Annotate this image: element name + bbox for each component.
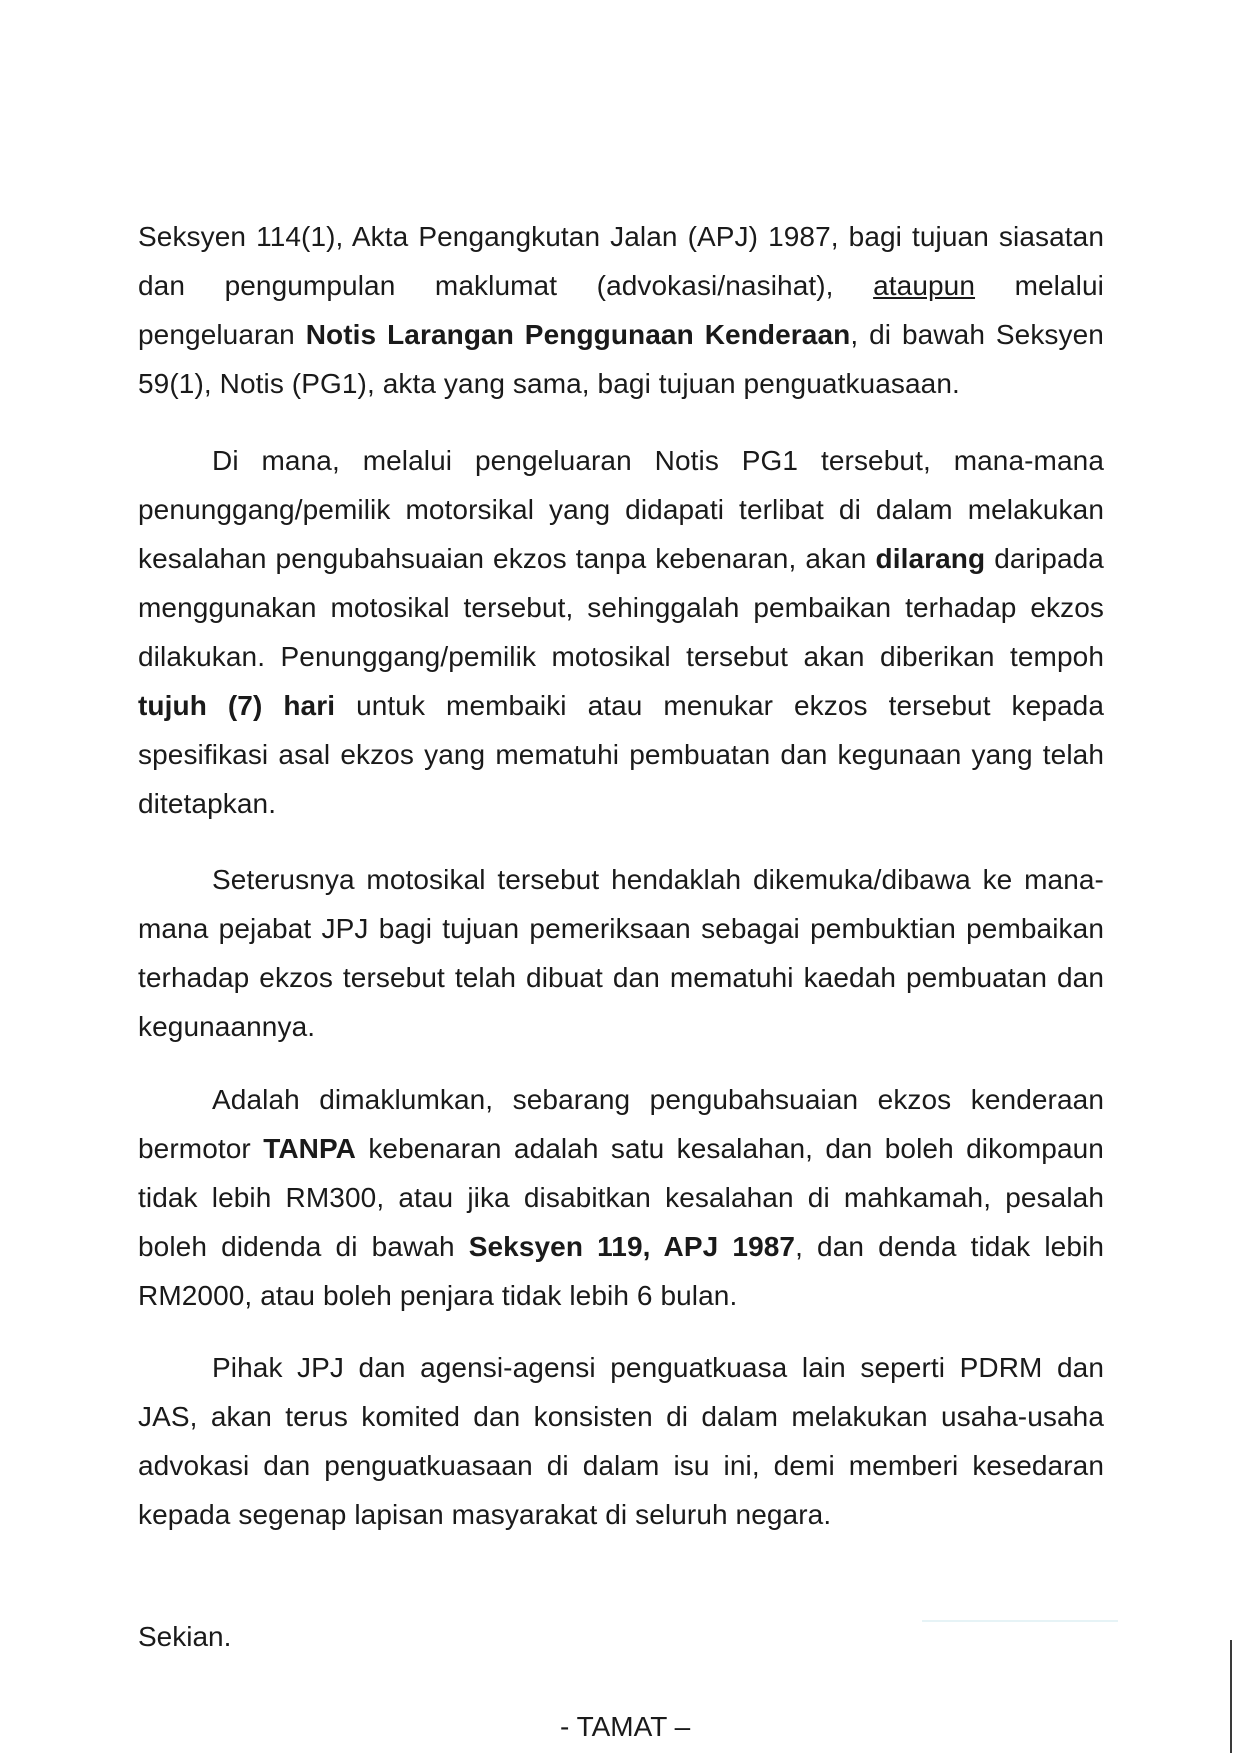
bold-term: Seksyen 119, APJ 1987	[468, 1231, 796, 1262]
scan-artifact-line	[922, 1620, 1118, 1622]
bold-term: tujuh (7) hari	[138, 690, 336, 721]
text-run: Di mana, melalui pengeluaran Notis PG1 tersebut, mana-mana penunggang/pemilik motorsikal yang didapati terlibat di dalam melakukan kesalahan pengubahsuaian ekzos tanpa kebenaran, akan	[138, 445, 1104, 574]
text-run: melalui pengeluaran	[138, 270, 1104, 350]
paragraph-seksyen-114	[138, 212, 1104, 408]
text-run: Adalah dimaklumkan, sebarang pengubahsuaian ekzos kenderaan bermotor	[138, 1084, 1104, 1164]
bold-term: Notis Larangan Penggunaan Kenderaan	[305, 319, 851, 350]
text-run: Seterusnya motosikal tersebut hendaklah dikemuka/dibawa ke mana-mana pejabat JPJ bagi tujuan pemeriksaan sebagai pembuktian pembaikan terhadap ekzos tersebut telah dibuat dan mematuhi kaedah pembuatan dan kegunaannya.	[138, 864, 1104, 1042]
text-run: , di bawah Seksyen 59(1), Notis (PG1), akta yang sama, bagi tujuan penguatkuasaan.	[138, 319, 1104, 399]
text-run: Pihak JPJ dan agensi-agensi penguatkuasa lain seperti PDRM dan JAS, akan terus komited dan konsisten di dalam melakukan usaha-usaha advokasi dan penguatkuasaan di dalam isu ini, demi memberi kesedaran kepada segenap lapisan masyarakat di seluruh negara.	[138, 1352, 1104, 1530]
underlined-term: ataupun	[873, 270, 976, 301]
paragraph-komitmen	[138, 1343, 1104, 1539]
text-run: , dan denda tidak lebih RM2000, atau boleh penjara tidak lebih 6 bulan.	[138, 1231, 1105, 1311]
paragraph-kesalahan	[138, 1075, 1104, 1320]
closing-text: Sekian.	[138, 1621, 232, 1652]
end-marker: - TAMAT –	[560, 1711, 691, 1742]
paragraph-pemeriksaan	[138, 855, 1104, 1051]
paragraph-notis-pg1	[138, 436, 1104, 828]
scan-edge-line	[1230, 1640, 1232, 1753]
bold-term: TANPA	[263, 1133, 356, 1164]
text-run: kebenaran adalah satu kesalahan, dan boleh dikompaun tidak lebih RM300, atau jika disabitkan kesalahan di mahkamah, pesalah boleh didenda di bawah	[138, 1133, 1104, 1262]
text-run: daripada menggunakan motosikal tersebut, sehinggalah pembaikan terhadap ekzos dilakukan. Penunggang/pemilik motosikal tersebut akan diberikan tempoh	[138, 543, 1104, 672]
bold-term: dilarang	[875, 543, 986, 574]
text-run: Seksyen 114(1), Akta Pengangkutan Jalan (APJ) 1987, bagi tujuan siasatan dan pengumpulan maklumat (advokasi/nasihat),	[138, 221, 1104, 301]
text-run: untuk membaiki atau menukar ekzos tersebut kepada spesifikasi asal ekzos yang mematuhi pembuatan dan kegunaan yang telah ditetapkan.	[138, 690, 1105, 819]
